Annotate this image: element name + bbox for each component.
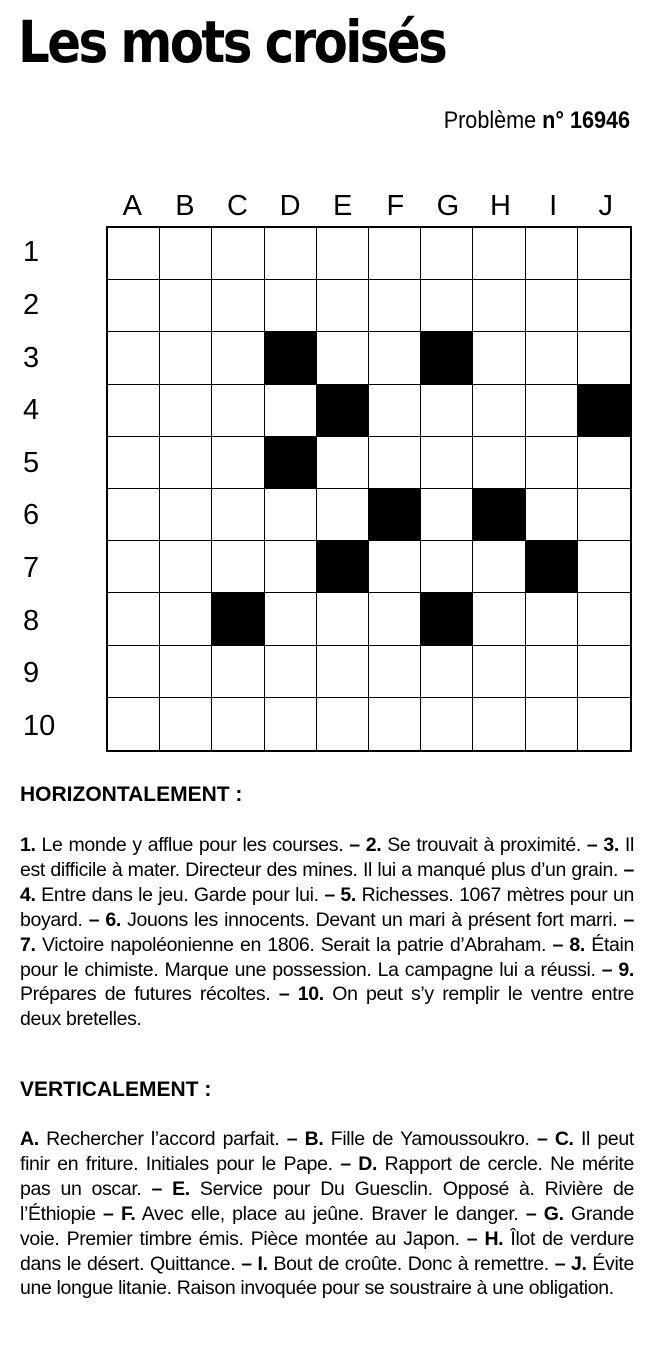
row-header-10: 10: [23, 709, 56, 742]
horizontal-clues: [20, 833, 634, 1032]
grid-cell-j9[interactable]: [578, 646, 630, 698]
grid-cell-j2[interactable]: [578, 280, 630, 332]
column-header-j: J: [598, 190, 613, 222]
horizontal-heading: HORIZONTALEMENT :: [20, 783, 243, 806]
grid-cell-e1[interactable]: [317, 228, 369, 280]
grid-cell-j7[interactable]: [578, 541, 630, 593]
grid-cell-h1[interactable]: [473, 228, 525, 280]
vertical-clue-number: A.: [20, 1128, 39, 1150]
column-header-f: F: [386, 190, 405, 222]
grid-cell-e3[interactable]: [317, 332, 369, 384]
horizontal-clue-number: – 8.: [552, 933, 585, 956]
row-header-7: 7: [23, 551, 40, 584]
grid-cell-g6[interactable]: [421, 489, 473, 541]
grid-cell-d6[interactable]: [265, 489, 317, 541]
row-header-1: 1: [23, 236, 40, 269]
vertical-clues: [20, 1127, 634, 1301]
black-cell-c8: [212, 593, 264, 645]
problem-label: Problème: [443, 107, 537, 134]
vertical-clue-number: – H.: [466, 1227, 504, 1250]
vertical-clue-number: – F.: [103, 1202, 136, 1225]
grid-cell-i6[interactable]: [526, 489, 578, 541]
black-cell-d3: [265, 332, 317, 384]
grid-cell-a6[interactable]: [108, 489, 160, 541]
row-header-8: 8: [23, 604, 40, 637]
grid-cell-f4[interactable]: [369, 385, 421, 437]
grid-cell-b5[interactable]: [160, 437, 212, 489]
grid-cell-h10[interactable]: [473, 698, 525, 750]
vertical-clue-number: – G.: [525, 1202, 564, 1225]
grid-cell-c2[interactable]: [212, 280, 264, 332]
grid-cell-f10[interactable]: [369, 698, 421, 750]
grid-cell-h4[interactable]: [473, 385, 525, 437]
grid-cell-i2[interactable]: [526, 280, 578, 332]
grid-cell-j1[interactable]: [578, 228, 630, 280]
vertical-clue-text: Évite une longue litanie. Raison invoquée pour se soustraire à une obligation.: [20, 1252, 634, 1300]
black-cell-e4: [317, 385, 369, 437]
grid-cell-b2[interactable]: [160, 280, 212, 332]
horizontal-clue-number: – 6.: [88, 908, 121, 931]
vertical-clue-text: Il peut finir en friture. Initiales pour le Pape.: [20, 1128, 634, 1175]
vertical-clue-number: – I.: [241, 1252, 268, 1275]
horizontal-clue-number: – 9.: [601, 958, 634, 981]
horizontal-clue-text: Il est difficile à mater. Directeur des mines. Il lui a manqué plus d’un grain.: [20, 834, 634, 881]
grid-cell-b6[interactable]: [160, 489, 212, 541]
grid-cell-h2[interactable]: [473, 280, 525, 332]
grid-cell-a8[interactable]: [108, 593, 160, 645]
horizontal-clue-text: Victoire napoléonienne en 1806. Serait la patrie d’Abraham.: [35, 933, 547, 956]
horizontal-clue-text: Jouons les innocents. Devant un mari à présent fort marri.: [120, 908, 618, 931]
grid-cell-a2[interactable]: [108, 280, 160, 332]
grid-cell-d10[interactable]: [265, 698, 317, 750]
vertical-clue-number: – B.: [286, 1128, 324, 1150]
vertical-clue-number: – C.: [536, 1128, 574, 1150]
horizontal-clue-number: 1.: [20, 834, 36, 856]
grid-cell-f3[interactable]: [369, 332, 421, 384]
column-header-d: D: [279, 190, 301, 222]
grid-cell-i8[interactable]: [526, 593, 578, 645]
grid-cell-e2[interactable]: [317, 280, 369, 332]
grid-cell-e6[interactable]: [317, 489, 369, 541]
grid-cell-j3[interactable]: [578, 332, 630, 384]
column-header-i: I: [549, 190, 558, 222]
black-cell-e7: [317, 541, 369, 593]
vertical-clue-text: Rechercher l’accord parfait.: [38, 1128, 280, 1150]
grid-cell-e8[interactable]: [317, 593, 369, 645]
horizontal-clue-text: Se trouvait à proximité.: [381, 834, 581, 856]
black-cell-i7: [526, 541, 578, 593]
row-header-4: 4: [23, 394, 40, 427]
vertical-clue-text: Fille de Yamoussoukro.: [323, 1128, 530, 1150]
grid-cell-c9[interactable]: [212, 646, 264, 698]
black-cell-g8: [421, 593, 473, 645]
horizontal-clue-text: Étain pour le chimiste. Marque une possession. La campagne lui a réussi.: [20, 933, 634, 981]
grid-cell-g5[interactable]: [421, 437, 473, 489]
grid-cell-g7[interactable]: [421, 541, 473, 593]
grid-cell-g2[interactable]: [421, 280, 473, 332]
vertical-heading: VERTICALEMENT :: [20, 1078, 212, 1101]
horizontal-clue-text: On peut s’y remplir le ventre entre deux bretelles.: [20, 983, 634, 1031]
grid-cell-b10[interactable]: [160, 698, 212, 750]
grid-cell-j8[interactable]: [578, 593, 630, 645]
grid-cell-f5[interactable]: [369, 437, 421, 489]
grid-cell-h8[interactable]: [473, 593, 525, 645]
horizontal-clue-text: Prépares de futures récoltes.: [20, 983, 271, 1006]
grid-cell-g4[interactable]: [421, 385, 473, 437]
grid-cell-j6[interactable]: [578, 489, 630, 541]
grid-cell-a5[interactable]: [108, 437, 160, 489]
row-header-3: 3: [23, 341, 40, 374]
grid-cell-b9[interactable]: [160, 646, 212, 698]
black-cell-d5: [265, 437, 317, 489]
column-header-g: G: [436, 190, 460, 222]
grid-cell-b8[interactable]: [160, 593, 212, 645]
horizontal-clue-number: – 7.: [20, 908, 634, 956]
grid-cell-b4[interactable]: [160, 385, 212, 437]
grid-cell-i1[interactable]: [526, 228, 578, 280]
column-header-e: E: [333, 190, 353, 222]
grid-cell-j5[interactable]: [578, 437, 630, 489]
grid-cell-f1[interactable]: [369, 228, 421, 280]
grid-cell-d7[interactable]: [265, 541, 317, 593]
grid-cell-e9[interactable]: [317, 646, 369, 698]
grid-cell-f2[interactable]: [369, 280, 421, 332]
grid-cell-c7[interactable]: [212, 541, 264, 593]
problem-number: [444, 106, 630, 136]
row-header-9: 9: [23, 657, 40, 690]
grid-cell-c3[interactable]: [212, 332, 264, 384]
grid-cell-g10[interactable]: [421, 698, 473, 750]
grid-cell-a10[interactable]: [108, 698, 160, 750]
horizontal-clue-number: – 4.: [20, 858, 634, 906]
grid-cell-a4[interactable]: [108, 385, 160, 437]
black-cell-h6: [473, 489, 525, 541]
grid-cell-i5[interactable]: [526, 437, 578, 489]
vertical-clue-text: Rapport de cercle. Ne mérite pas un oscar.: [20, 1152, 634, 1200]
grid-cell-f8[interactable]: [369, 593, 421, 645]
horizontal-clue-number: – 3.: [586, 834, 619, 856]
horizontal-clue-number: – 2.: [349, 834, 382, 856]
grid-cell-b7[interactable]: [160, 541, 212, 593]
grid-cell-b1[interactable]: [160, 228, 212, 280]
grid-cell-g9[interactable]: [421, 646, 473, 698]
grid-cell-e5[interactable]: [317, 437, 369, 489]
grid-cell-a3[interactable]: [108, 332, 160, 384]
grid-cell-h9[interactable]: [473, 646, 525, 698]
grid-cell-h3[interactable]: [473, 332, 525, 384]
grid-cell-f7[interactable]: [369, 541, 421, 593]
vertical-clue-number: – E.: [151, 1177, 190, 1200]
grid-cell-d8[interactable]: [265, 593, 317, 645]
black-cell-f6: [369, 489, 421, 541]
grid-cell-c4[interactable]: [212, 385, 264, 437]
grid-cell-a1[interactable]: [108, 228, 160, 280]
vertical-clue-text: Service pour Du Guesclin. Opposé à. Rivière de l’Éthiopie: [20, 1177, 634, 1225]
grid-cell-a7[interactable]: [108, 541, 160, 593]
problem-number-value: n° 16946: [542, 107, 630, 134]
row-header-5: 5: [23, 446, 40, 479]
horizontal-clue-text: Entre dans le jeu. Garde pour lui.: [35, 883, 319, 906]
grid-cell-h5[interactable]: [473, 437, 525, 489]
grid-cell-f9[interactable]: [369, 646, 421, 698]
horizontal-clue-number: – 5.: [324, 883, 356, 906]
grid-cell-g1[interactable]: [421, 228, 473, 280]
horizontal-clue-text: Richesses. 1067 mètres pour un boyard.: [20, 883, 634, 931]
grid-cell-e10[interactable]: [317, 698, 369, 750]
grid-cell-b3[interactable]: [160, 332, 212, 384]
grid-cell-a9[interactable]: [108, 646, 160, 698]
grid-cell-d2[interactable]: [265, 280, 317, 332]
grid-cell-c5[interactable]: [212, 437, 264, 489]
crossword-grid: [106, 226, 632, 752]
grid-cell-d9[interactable]: [265, 646, 317, 698]
grid-cell-i3[interactable]: [526, 332, 578, 384]
grid-cell-c6[interactable]: [212, 489, 264, 541]
grid-cell-d1[interactable]: [265, 228, 317, 280]
grid-cell-h7[interactable]: [473, 541, 525, 593]
vertical-clue-text: Grande voie. Premier timbre émis. Pièce montée au Japon.: [20, 1202, 634, 1250]
horizontal-clue-number: – 10.: [278, 983, 324, 1006]
column-header-h: H: [490, 190, 511, 222]
black-cell-g3: [421, 332, 473, 384]
grid-cell-c10[interactable]: [212, 698, 264, 750]
grid-cell-i9[interactable]: [526, 646, 578, 698]
row-header-2: 2: [23, 288, 40, 321]
column-header-a: A: [122, 190, 142, 222]
vertical-clue-text: Îlot de verdure dans le désert. Quittance.: [20, 1227, 634, 1275]
column-header-b: B: [175, 190, 195, 222]
black-cell-j4: [578, 385, 630, 437]
row-header-6: 6: [23, 499, 40, 532]
grid-cell-d4[interactable]: [265, 385, 317, 437]
vertical-clue-number: – D.: [340, 1152, 378, 1175]
vertical-clue-text: Avec elle, place au jeûne. Braver le danger.: [135, 1202, 519, 1225]
page-title: Les mots croisés: [18, 8, 446, 76]
column-header-c: C: [227, 190, 248, 222]
grid-cell-i10[interactable]: [526, 698, 578, 750]
grid-cell-c1[interactable]: [212, 228, 264, 280]
grid-cell-j10[interactable]: [578, 698, 630, 750]
grid-cell-i4[interactable]: [526, 385, 578, 437]
horizontal-clue-text: Le monde y afflue pour les courses.: [35, 834, 344, 856]
vertical-clue-number: – J.: [554, 1252, 587, 1275]
vertical-clue-text: Bout de croûte. Donc à remettre.: [267, 1252, 549, 1275]
